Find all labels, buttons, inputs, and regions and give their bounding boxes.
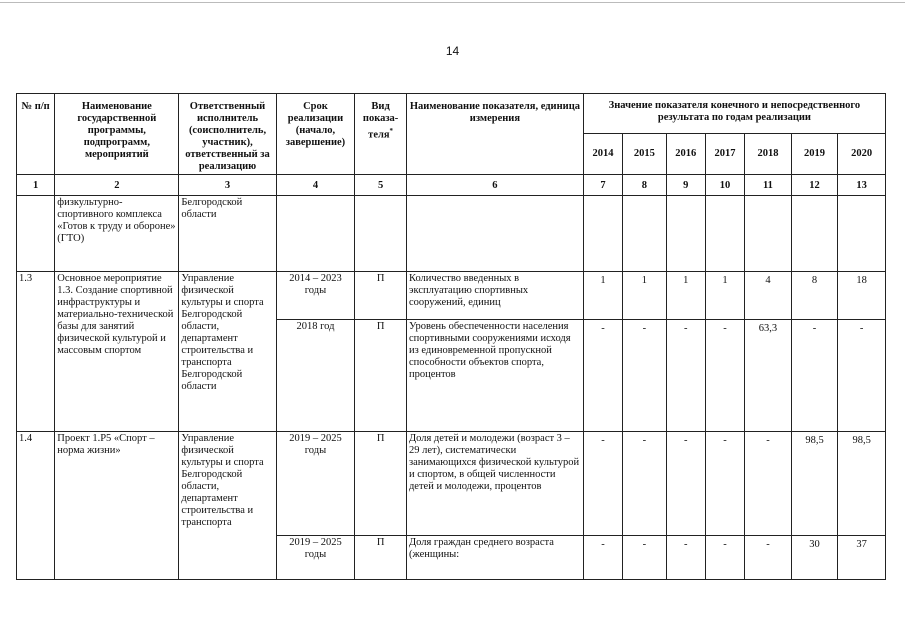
cell-value	[623, 196, 666, 272]
cell-no: 1.4	[17, 432, 55, 580]
cell-kind: П	[355, 320, 407, 432]
cell-value	[791, 196, 838, 272]
header-year: 2015	[623, 133, 666, 174]
header-indicator: Наименование показателя, единица измерения	[406, 94, 583, 175]
column-number: 11	[745, 175, 792, 196]
header-row	[17, 94, 886, 134]
cell-value: -	[791, 320, 838, 432]
header-year: 2017	[705, 133, 744, 174]
cell-indicator: Доля детей и молодежи (возраст 3 – 29 лет), систематически занимающихся физической культурой и спортом, в общей численности детей и молодежи, процентов	[406, 432, 583, 536]
cell-executor: Белгородской области	[179, 196, 276, 272]
cell-value	[838, 196, 886, 272]
cell-kind	[355, 196, 407, 272]
column-number: 12	[791, 175, 838, 196]
cell-value: 1	[705, 272, 744, 320]
column-number: 10	[705, 175, 744, 196]
cell-value: -	[745, 432, 792, 536]
column-number: 2	[55, 175, 179, 196]
cell-value: 37	[838, 536, 886, 580]
cell-value: 1	[666, 272, 705, 320]
cell-value: -	[838, 320, 886, 432]
cell-indicator: Доля граждан среднего возраста (женщины:	[406, 536, 583, 580]
cell-term: 2019 – 2025 годы	[276, 432, 355, 536]
header-year: 2016	[666, 133, 705, 174]
header-kind-label: Вид показа-теля	[362, 101, 399, 141]
cell-value: -	[583, 320, 622, 432]
cell-value: -	[666, 320, 705, 432]
cell-executor: Управление физической культуры и спорта Белгородской области, департамент строительства и транспорта	[179, 432, 276, 580]
cell-kind: П	[355, 536, 407, 580]
column-number: 7	[583, 175, 622, 196]
header-kind-note: *	[389, 127, 394, 135]
column-number: 1	[17, 175, 55, 196]
header-executor: Ответственный исполнитель (соисполнитель, участник), ответственный за реализацию	[179, 94, 276, 175]
header-year: 2018	[745, 133, 792, 174]
header-year: 2019	[791, 133, 838, 174]
cell-value: -	[623, 432, 666, 536]
cell-value	[583, 196, 622, 272]
cell-executor: Управление физической культуры и спорта Белгородской области, департамент строительства и транспорта Белгородской области	[179, 272, 276, 432]
cell-value: 30	[791, 536, 838, 580]
header-name: Наименование государственной программы, подпрограмм, мероприятий	[55, 94, 179, 175]
column-number: 4	[276, 175, 355, 196]
cell-value: -	[666, 536, 705, 580]
cell-value: -	[745, 536, 792, 580]
cell-kind: П	[355, 432, 407, 536]
cell-value: 1	[623, 272, 666, 320]
cell-value: -	[705, 320, 744, 432]
indicators-table	[16, 93, 886, 580]
page-number: 14	[445, 44, 460, 58]
header-kind	[355, 94, 407, 175]
header-no: № п/п	[17, 94, 55, 175]
cell-value: -	[623, 320, 666, 432]
cell-value: 18	[838, 272, 886, 320]
cell-value: 98,5	[838, 432, 886, 536]
cell-value: -	[705, 536, 744, 580]
cell-no	[17, 196, 55, 272]
column-number: 5	[355, 175, 407, 196]
cell-indicator	[406, 196, 583, 272]
header-year: 2020	[838, 133, 886, 174]
top-rule	[0, 2, 905, 3]
cell-name: Проект 1.Р5 «Спорт – норма жизни»	[55, 432, 179, 580]
cell-name: Основное мероприятие 1.3. Создание спортивной инфраструктуры и материально-технической базы для занятий физической культурой и массовым спортом	[55, 272, 179, 432]
cell-term: 2019 – 2025 годы	[276, 536, 355, 580]
cell-value: 98,5	[791, 432, 838, 536]
cell-value: -	[666, 432, 705, 536]
column-number: 13	[838, 175, 886, 196]
cell-value	[705, 196, 744, 272]
column-number: 3	[179, 175, 276, 196]
cell-value: -	[583, 536, 622, 580]
cell-value: 4	[745, 272, 792, 320]
cell-term: 2014 – 2023 годы	[276, 272, 355, 320]
table-row	[17, 272, 886, 320]
cell-term: 2018 год	[276, 320, 355, 432]
cell-indicator: Количество введенных в эксплуатацию спортивных сооружений, единиц	[406, 272, 583, 320]
cell-value	[745, 196, 792, 272]
cell-term	[276, 196, 355, 272]
cell-value: -	[583, 432, 622, 536]
column-number: 8	[623, 175, 666, 196]
column-number: 9	[666, 175, 705, 196]
cell-indicator: Уровень обеспеченности населения спортивными сооружениями исходя из единовременной пропускной способности объектов спорта, процентов	[406, 320, 583, 432]
table-row	[17, 196, 886, 272]
column-number: 6	[406, 175, 583, 196]
cell-value: -	[705, 432, 744, 536]
cell-value: -	[623, 536, 666, 580]
header-year: 2014	[583, 133, 622, 174]
cell-value: 1	[583, 272, 622, 320]
header-term: Срок реализации (начало, завершение)	[276, 94, 355, 175]
cell-name: физкультурно-спортивного комплекса «Готов к труду и обороне» (ГТО)	[55, 196, 179, 272]
cell-kind: П	[355, 272, 407, 320]
cell-value	[666, 196, 705, 272]
cell-value: 8	[791, 272, 838, 320]
column-number-row	[17, 175, 886, 196]
cell-no: 1.3	[17, 272, 55, 432]
header-values-group: Значение показателя конечного и непосредственного результата по годам реализации	[583, 94, 885, 134]
table-row	[17, 432, 886, 536]
cell-value: 63,3	[745, 320, 792, 432]
